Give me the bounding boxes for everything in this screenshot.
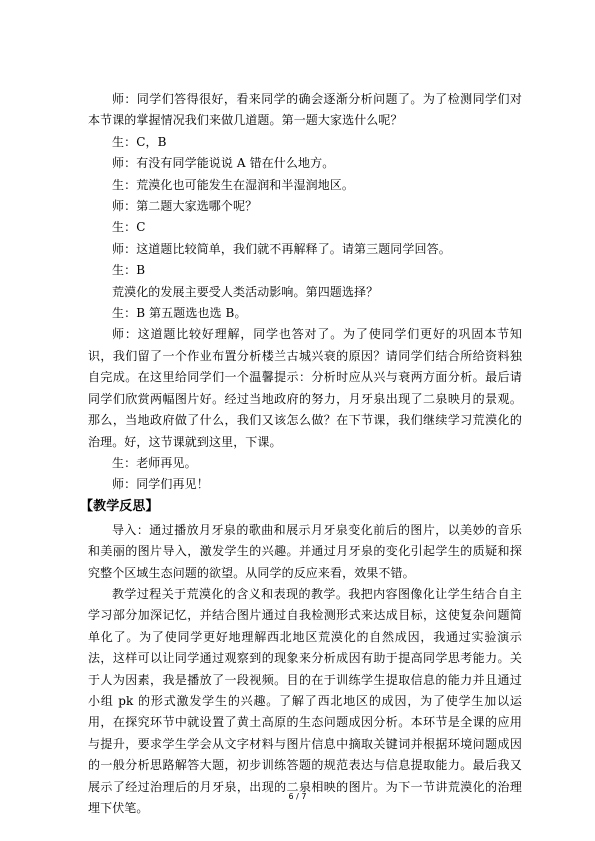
reflection-paragraph-1: 导入：通过播放月牙泉的歌曲和展示月牙泉变化前后的图片，以美妙的音乐和美丽的图片导入，激发学生的兴趣。并通过月牙泉的变化引起学生的质疑和探究整个区域生态问题的欲望。从同学的反应来看，效果不错。: [88, 522, 522, 580]
section-heading: 【教学反思】: [80, 498, 159, 514]
dialogue-paragraph-6: 生：C: [112, 220, 146, 235]
dialogue-paragraph-8: 生：B: [112, 263, 146, 278]
dialogue-paragraph-11: 师：这道题比较好理解，同学也答对了。为了使同学们更好的巩固本节知识，我们留了一个作业布置分析楼兰古城兴衰的原因？请同学们结合所给资料独自完成。在这里给同学们一个温馨提示：分析时应从兴与衰两方面分析。最后请同学们欣赏两幅图片好。经过当地政府的努力，月牙泉出现了二泉映月的景观。那么，当地政府做了什么，我们又该怎么做？在下节课，我们继续学习荒漠化的治理。好，这节课就到这里，下课。: [88, 327, 522, 449]
dialogue-paragraph-9: 荒漠化的发展主要受人类活动影响。第四题选择？: [112, 284, 379, 299]
dialogue-paragraph-7: 师：这道题比较简单，我们就不再解释了。请第三题同学回答。: [112, 241, 451, 256]
dialogue-paragraph-3: 师：有没有同学能说说 A 错在什么地方。: [112, 156, 335, 171]
reflection-paragraph-2: 教学过程关于荒漠化的含义和表现的教学。我把内容图像化让学生结合自主学习部分加深记忆，并结合图片通过自我检测形式来达成目标，这使复杂问题简单化了。为了使同学更好地理解西北地区荒漠化的自然成因，我通过实验演示法，这样可以让同学通过观察到的现象来分析成因有助于提高同学思考能力。关于人为因素，我是播放了一段视频。目的在于训练学生提取信息的能力并且通过小组 pk 的形式激发学生的兴趣。了解了西北地区的成因，为了使学生加以运用，在探究环节中就设置了黄土高原的生态问题成因分析。本环节是全课的应用与提升，要求学生学会从文字材料与图片信息中摘取关键词并根据环境问题成因的一般分析思路解答大题，初步训练答题的规范表达与信息提取能力。最后我又展示了经过治理后的月牙泉，出现的二泉相映的图片。为下一节讲荒漠化的治理埋下伏笔。: [88, 586, 522, 815]
dialogue-paragraph-1: 师：同学们答得很好，看来同学的确会逐渐分析问题了。为了检测同学们对本节课的掌握情况我们来做几道题。第一题大家选什么呢？: [88, 92, 522, 128]
dialogue-paragraph-13: 师：同学们再见！: [112, 477, 209, 492]
page-body: [80, 89, 522, 819]
dialogue-paragraph-2: 生：C，B: [112, 134, 167, 149]
dialogue-paragraph-4: 生：荒漠化也可能发生在湿润和半湿润地区。: [112, 177, 355, 192]
dialogue-paragraph-5: 师：第二题大家选哪个呢？: [112, 199, 258, 214]
page-number: 6 / 7: [288, 792, 307, 801]
dialogue-paragraph-10: 生：B 第五题选也选 B。: [112, 306, 247, 321]
dialogue-paragraph-12: 生：老师再见。: [112, 455, 197, 470]
